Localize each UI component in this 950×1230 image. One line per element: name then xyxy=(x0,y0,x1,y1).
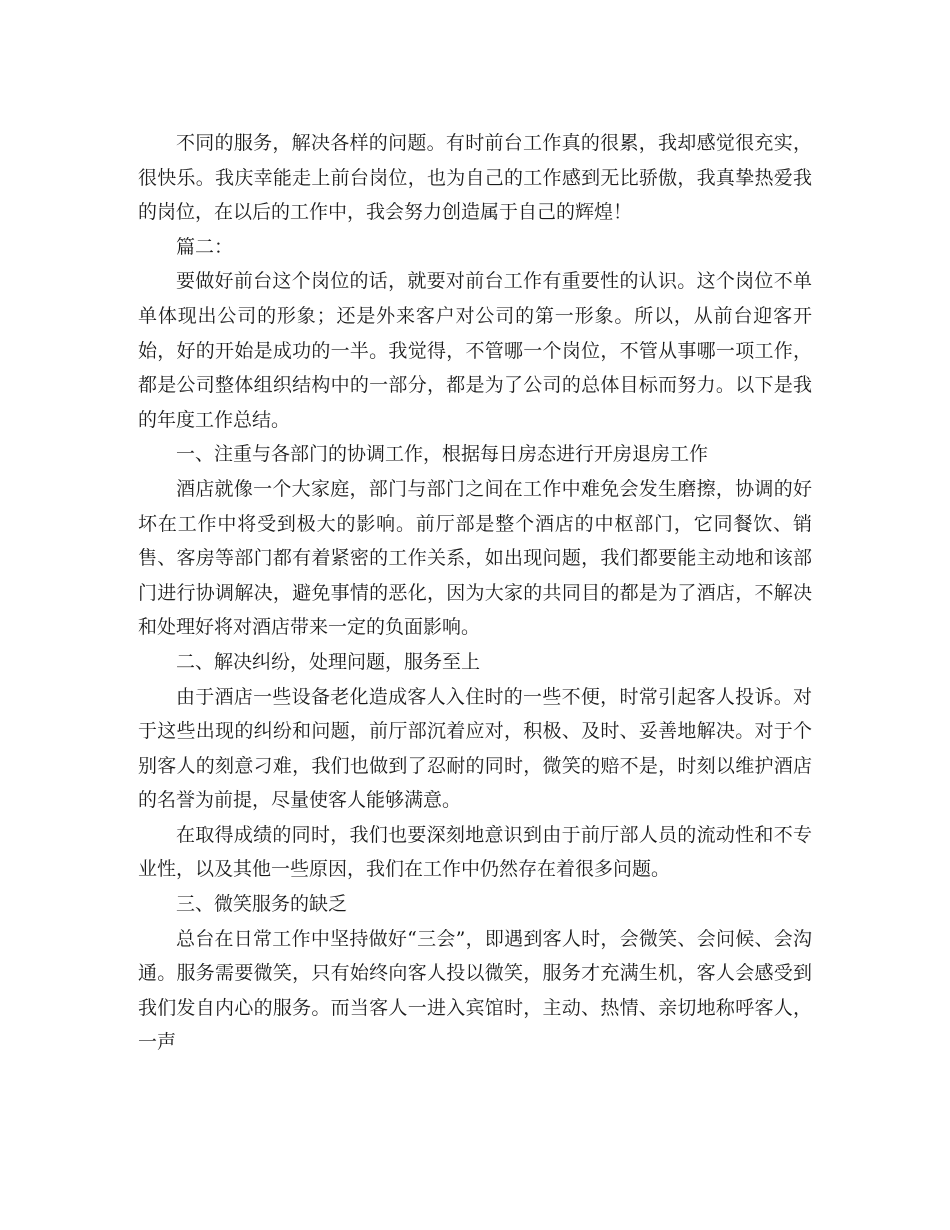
heading-smile-service: 三、微笑服务的缺乏 xyxy=(176,893,348,916)
paragraph-smile-service: 总台在日常工作中坚持做好“三会”，即遇到客人时，会微笑、会问候、会沟通。服务需要微笑，只有始终向客人投以微笑，服务才充满生机，客人会感受到我们发自内心的服务。而当客人一进入宾馆时，主动、热情、亲切地称呼客人，一声 xyxy=(138,927,812,1054)
paragraph-problems: 在取得成绩的同时，我们也要深刻地意识到由于前厅部人员的流动性和不专业性，以及其他一些原因，我们在工作中仍然存在着很多问题。 xyxy=(138,823,812,881)
paragraph-coordination: 酒店就像一个大家庭，部门与部门之间在工作中难免会发生磨擦，协调的好坏在工作中将受到极大的影响。前厅部是整个酒店的中枢部门，它同餐饮、销售、客房等部门都有着紧密的工作关系，如出现问题，我们都要能主动地和该部门进行协调解决，避免事情的恶化，因为大家的共同目的都是为了酒店，不解决和处理好将对酒店带来一定的负面影响。 xyxy=(138,477,812,639)
section-heading-part-two: 篇二： xyxy=(176,235,234,258)
document-body xyxy=(138,126,812,1060)
heading-disputes: 二、解决纠纷，处理问题，服务至上 xyxy=(176,650,481,673)
paragraph-front-desk-intro: 要做好前台这个岗位的话，就要对前台工作有重要性的认识。这个岗位不单单体现出公司的形象；还是外来客户对公司的第一形象。所以，从前台迎客开始，好的开始是成功的一半。我觉得，不管哪一个岗位，不管从事哪一项工作，都是公司整体组织结构中的一部分，都是为了公司的总体目标而努力。以下是我的年度工作总结。 xyxy=(138,270,812,431)
paragraph-service-closing: 不同的服务，解决各样的问题。有时前台工作真的很累，我却感觉很充实，很快乐。我庆幸能走上前台岗位，也为自己的工作感到无比骄傲，我真挚热爱我的岗位，在以后的工作中，我会努力创造属于自己的辉煌！ xyxy=(138,132,812,224)
heading-coordination: 一、注重与各部门的协调工作，根据每日房态进行开房退房工作 xyxy=(176,443,709,466)
paragraph-disputes: 由于酒店一些设备老化造成客人入住时的一些不便，时常引起客人投诉。对于这些出现的纠纷和问题，前厅部沉着应对，积极、及时、妥善地解决。对于个别客人的刻意刁难，我们也做到了忍耐的同时，微笑的赔不是，时刻以维护酒店的名誉为前提，尽量使客人能够满意。 xyxy=(138,685,812,812)
